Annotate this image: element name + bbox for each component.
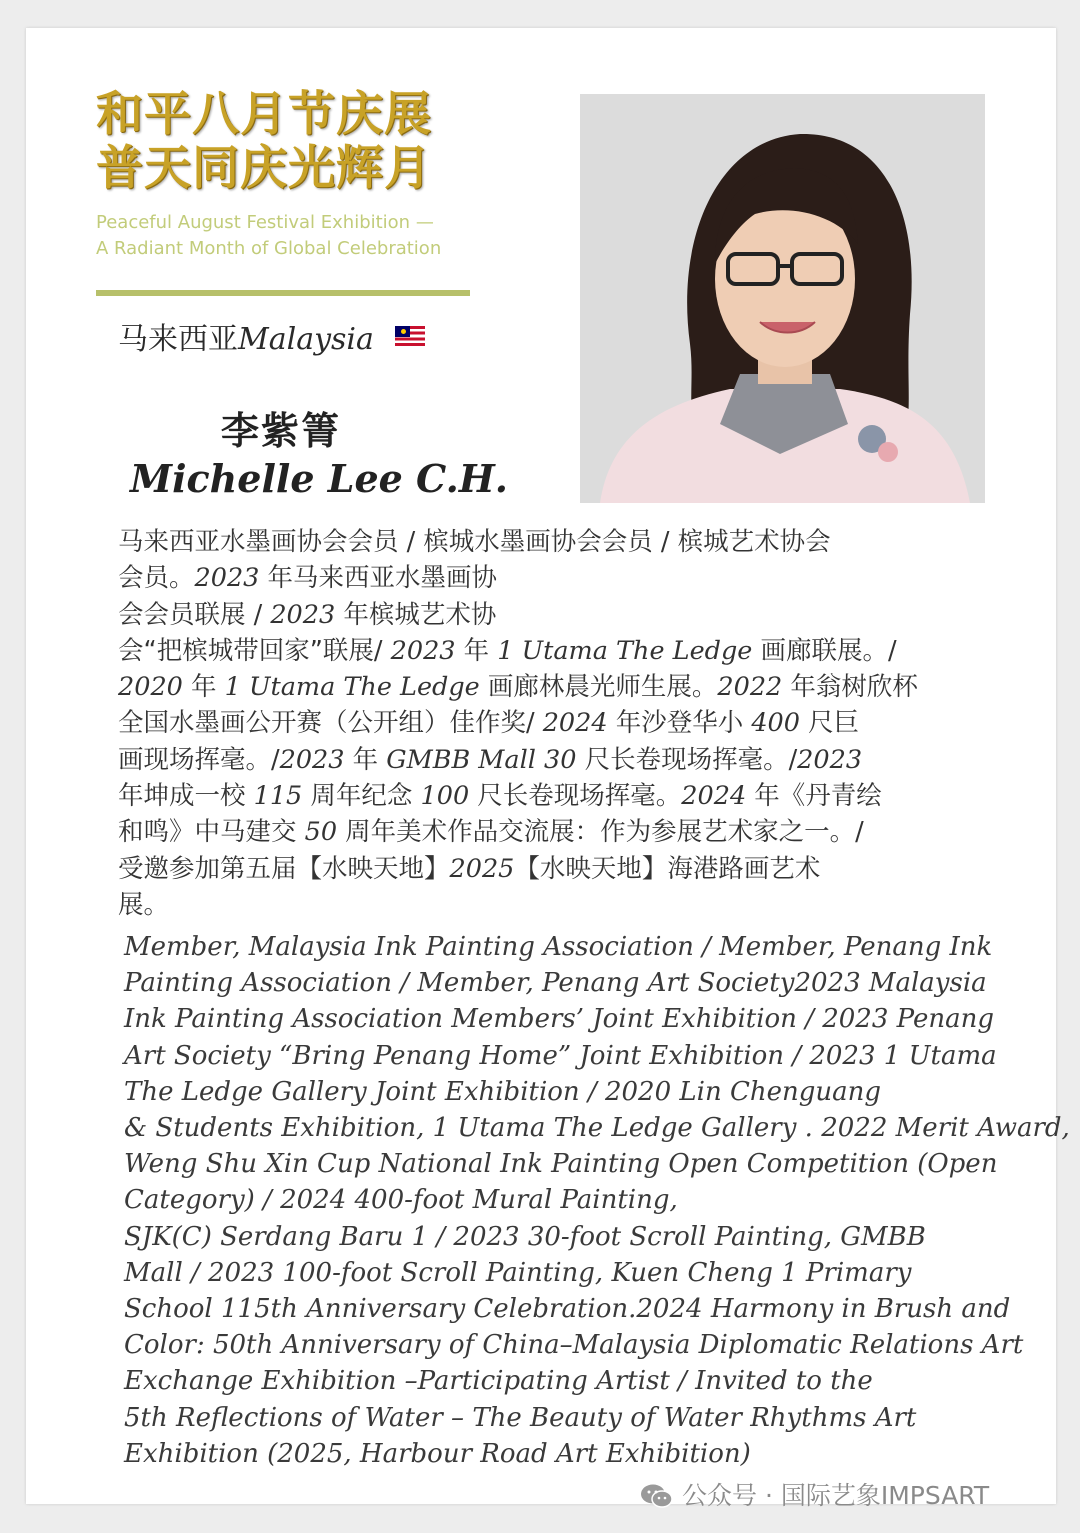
malaysia-flag-icon <box>395 326 425 346</box>
bio-cn-segment: 1 Utama The Ledge <box>497 635 753 666</box>
bio-cn-segment: 会会员联展 / <box>118 599 271 630</box>
bio-en-line: Category) / 2024 400-foot Mural Painting, <box>124 1185 678 1216</box>
logo-divider <box>96 290 470 296</box>
bio-cn-segment: 受邀参加第五届【水映天地】 <box>118 853 450 884</box>
bio-cn-segment: 50 <box>304 817 338 848</box>
bio-cn-segment: 1 Utama The Ledge <box>224 672 480 703</box>
bio-en-line: The Ledge Gallery Joint Exhibition / 2020 Lin Chenguang <box>124 1076 882 1107</box>
bio-cn-segment: 年马来西亚水墨画协 <box>259 563 498 594</box>
bio-en-line: Exchange Exhibition –Participating Artist / Invited to the <box>124 1366 873 1397</box>
bio-en-line: Weng Shu Xin Cup National Ink Painting Open Competition (Open <box>124 1149 998 1180</box>
bio-en-line: School 115th Anniversary Celebration.2024 Harmony in Brush and <box>124 1294 1011 1325</box>
bio-cn-segment: 2023 <box>279 744 345 775</box>
artist-name-en: Michelle Lee C.H. <box>130 456 508 501</box>
artist-name-cn: 李紫箐 <box>221 409 342 453</box>
bio-cn-segment: 会“把槟城带回家”联展/ <box>118 635 391 666</box>
wechat-watermark <box>640 1476 989 1512</box>
bio-en-line: 5th Reflections of Water – The Beauty of Water Rhythms Art <box>124 1402 917 1433</box>
bio-cn-segment: 年翁树欣杯 <box>782 672 918 703</box>
logo-title-cn-line1: 和平八月节庆展 <box>96 87 432 142</box>
bio-cn-line <box>118 851 998 887</box>
portrait-illustration <box>580 94 985 503</box>
bio-cn-segment: 2024 <box>681 781 747 812</box>
exhibition-logo <box>96 88 476 262</box>
bio-cn-segment: 100 <box>420 781 470 812</box>
bio-cn-segment: GMBB Mall 30 <box>386 744 577 775</box>
bio-cn-segment: 2023 <box>797 744 863 775</box>
bio-cn-line <box>118 814 998 850</box>
bio-cn-segment: 尺长卷现场挥毫。/ <box>576 744 798 775</box>
logo-title-en <box>96 210 476 262</box>
bio-cn-segment: 尺巨 <box>800 708 860 739</box>
bio-en-line: Member, Malaysia Ink Painting Association / Member, Penang Ink <box>124 932 993 962</box>
bio-cn-segment: 年《丹青绘 <box>746 781 882 812</box>
watermark-text: 公众号 · 国际艺象IMPSART <box>682 1481 990 1510</box>
country-label <box>118 314 425 358</box>
bio-cn-line <box>118 705 998 741</box>
bio-cn-segment: 【水映天地】海港路画艺术 <box>514 853 821 884</box>
bio-cn-segment: 年沙登华小 <box>607 708 752 739</box>
country-en: Malaysia <box>238 322 374 357</box>
wechat-icon <box>640 1483 674 1509</box>
bio-en-line: & Students Exhibition, 1 Utama The Ledge Gallery . 2022 Merit Award, <box>124 1113 1070 1144</box>
bio-cn-segment: 周年纪念 <box>302 781 421 812</box>
bio-en-line: Color: 50th Anniversary of China–Malaysia Diplomatic Relations Art <box>124 1330 1024 1361</box>
bio-cn-segment: 2023 <box>194 563 260 594</box>
bio-cn-segment: 2020 <box>118 672 183 703</box>
bio-cn-line <box>118 778 998 814</box>
bio-cn-line <box>118 742 998 778</box>
artist-portrait <box>580 94 985 503</box>
bio-chinese <box>118 524 998 923</box>
bio-cn-line <box>118 887 998 923</box>
bio-cn-line <box>118 524 998 560</box>
bio-cn-segment: 年 <box>182 672 225 703</box>
bio-en-line: Painting Association / Member, Penang Art Society2023 Malaysia <box>124 968 987 999</box>
bio-cn-segment: 画廊林晨光师生展。 <box>479 672 718 703</box>
bio-cn-segment: 马来西亚水墨画协会会员 / 槟城水墨画协会会员 / 槟城艺术协会 <box>118 527 831 557</box>
bio-cn-line <box>118 669 998 705</box>
logo-title-cn-line2: 普天同庆光辉月 <box>96 141 432 196</box>
bio-cn-segment: 2023 <box>270 599 336 630</box>
bio-en-line: Exhibition (2025, Harbour Road Art Exhibition) <box>124 1438 751 1469</box>
profile-card <box>26 28 1070 1510</box>
bio-cn-segment: 会员。 <box>118 563 195 594</box>
bio-cn-segment: 展。 <box>118 889 170 920</box>
bio-cn-segment: 和鸣》中马建交 <box>118 817 305 848</box>
bio-english <box>124 929 1070 1472</box>
bio-cn-segment: 2022 <box>717 672 783 703</box>
bio-en-line: Ink Painting Association Members’ Joint Exhibition / 2023 Penang <box>124 1004 994 1035</box>
bio-cn-segment: 2025 <box>449 853 515 884</box>
bio-en-line: Art Society “Bring Penang Home” Joint Exhibition / 2023 1 Utama <box>124 1040 997 1071</box>
bio-cn-segment: 年 <box>344 744 387 775</box>
logo-title-en-line2: A Radiant Month of Global Celebration <box>96 238 442 259</box>
bio-cn-segment: 尺长卷现场挥毫。 <box>469 781 682 812</box>
bio-cn-line <box>118 597 998 633</box>
bio-cn-segment: 画廊联展。/ <box>752 635 897 666</box>
bio-cn-segment: 年 <box>455 635 498 666</box>
bio-cn-line <box>118 633 998 669</box>
bio-cn-line <box>118 560 998 596</box>
bio-cn-segment: 2023 <box>390 635 456 666</box>
bio-en-line: Mall / 2023 100-foot Scroll Painting, Kuen Cheng 1 Primary <box>124 1257 912 1288</box>
bio-cn-segment: 400 <box>751 708 800 739</box>
bio-cn-segment: 全国水墨画公开赛（公开组）佳作奖/ <box>118 708 543 739</box>
bio-cn-segment: 年坤成一校 <box>118 781 254 812</box>
bio-cn-segment: 2024 <box>542 708 608 739</box>
bio-cn-segment: 画现场挥毫。/ <box>118 744 280 775</box>
bio-cn-segment: 年槟城艺术协 <box>335 599 497 630</box>
logo-title-cn <box>96 88 476 196</box>
logo-title-en-line1: Peaceful August Festival Exhibition — <box>96 212 434 233</box>
bio-en-line: SJK(C) Serdang Baru 1 / 2023 30-foot Scroll Painting, GMBB <box>124 1221 926 1252</box>
bio-cn-segment: 周年美术作品交流展：作为参展艺术家之一。/ <box>337 817 864 848</box>
bio-cn-segment: 115 <box>253 781 303 812</box>
country-cn: 马来西亚 <box>118 322 238 357</box>
